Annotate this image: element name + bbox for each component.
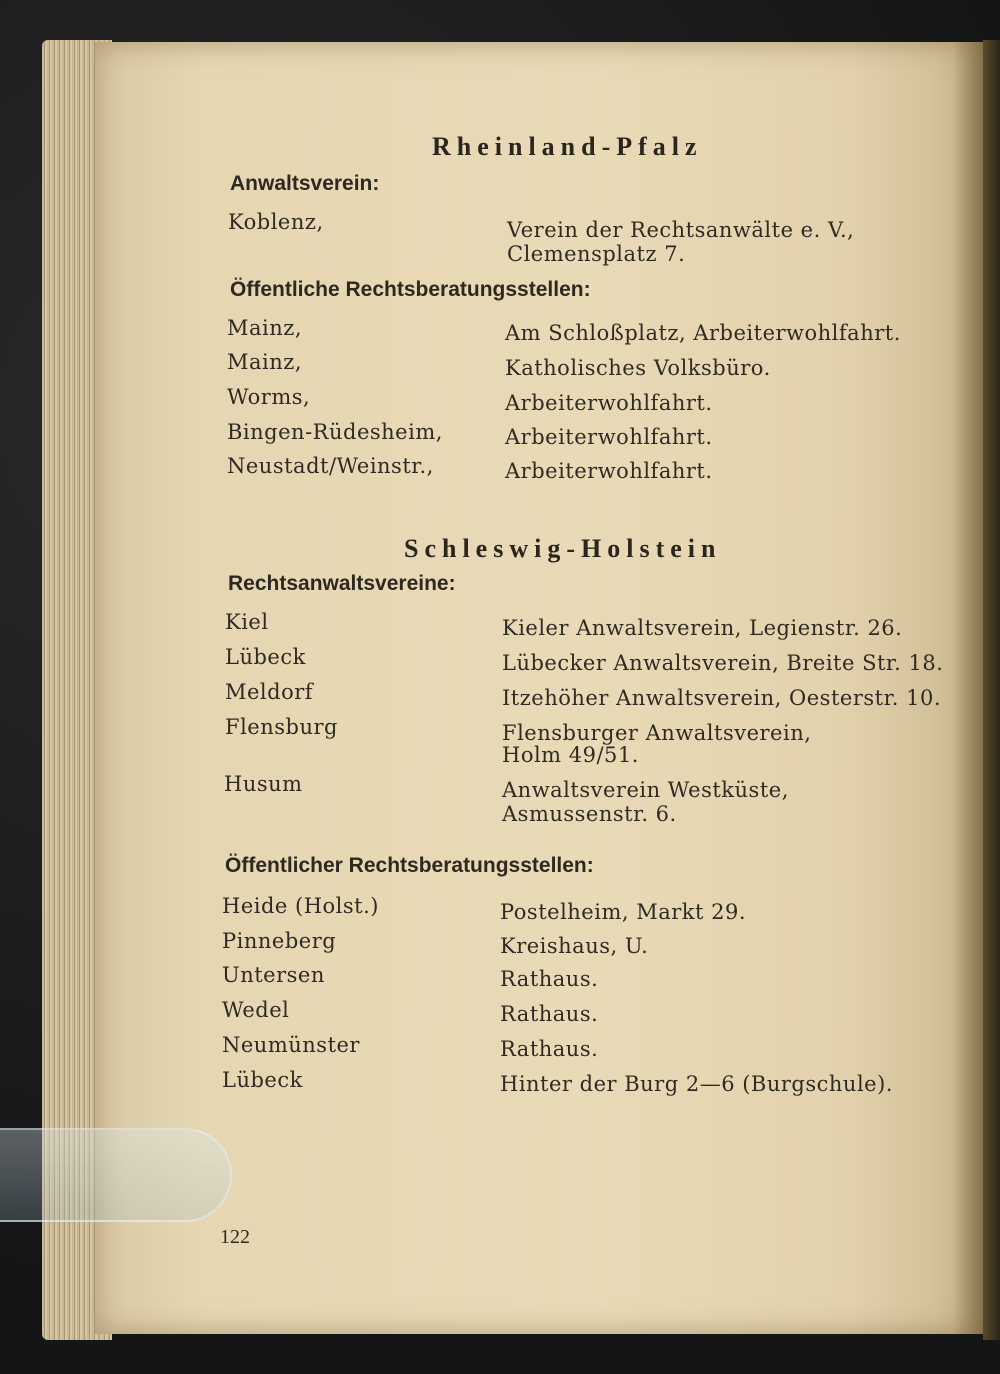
group-heading: Öffentliche Rechtsberatungsstellen: <box>230 278 591 301</box>
entry-place: Untersen <box>222 963 325 987</box>
entry-detail: Holm 49/51. <box>502 743 639 767</box>
section-title-rheinland-pfalz: Rheinland-Pfalz <box>432 132 703 161</box>
entry-detail: Arbeiterwohlfahrt. <box>505 459 713 483</box>
entry-place: Flensburg <box>225 715 338 739</box>
entry-place: Lübeck <box>225 645 306 669</box>
entry-place: Wedel <box>222 998 290 1022</box>
entry-place: Pinneberg <box>222 929 337 953</box>
entry-detail: Anwaltsverein Westküste, <box>502 778 789 802</box>
group-heading: Anwaltsverein: <box>230 172 380 195</box>
entry-detail: Verein der Rechtsanwälte e. V., <box>507 218 855 242</box>
transparent-bookmark <box>0 1128 232 1222</box>
entry-detail: Lübecker Anwaltsverein, Breite Str. 18. <box>502 651 944 675</box>
entry-place: Lübeck <box>222 1068 303 1092</box>
entry-detail: Arbeiterwohlfahrt. <box>505 391 713 415</box>
entry-place: Mainz, <box>227 316 303 340</box>
entry-detail: Rathaus. <box>500 1037 599 1061</box>
entry-detail: Kreishaus, U. <box>500 934 649 958</box>
entry-place: Heide (Holst.) <box>222 894 379 918</box>
entry-place: Kiel <box>225 610 269 634</box>
entry-place: Neustadt/Weinstr., <box>227 454 434 478</box>
entry-place: Mainz, <box>227 350 303 374</box>
entry-detail: Hinter der Burg 2—6 (Burgschule). <box>500 1072 893 1096</box>
page-number: 122 <box>220 1226 250 1248</box>
entry-place: Meldorf <box>225 680 314 704</box>
section-title-schleswig-holstein: Schleswig-Holstein <box>404 534 722 563</box>
entry-detail: Asmussenstr. 6. <box>502 802 677 826</box>
entry-detail: Kieler Anwaltsverein, Legienstr. 26. <box>502 616 903 640</box>
entry-place: Bingen-Rüdesheim, <box>227 420 443 444</box>
entry-detail: Postelheim, Markt 29. <box>500 900 747 924</box>
entry-detail: Arbeiterwohlfahrt. <box>505 425 713 449</box>
entry-place: Koblenz, <box>228 210 324 234</box>
facing-page-edge <box>983 40 1000 1340</box>
entry-detail: Flensburger Anwaltsverein, <box>502 721 812 745</box>
entry-place: Neumünster <box>222 1033 360 1057</box>
entry-detail: Am Schloßplatz, Arbeiterwohlfahrt. <box>505 321 901 345</box>
entry-place: Husum <box>224 772 303 796</box>
entry-detail: Clemensplatz 7. <box>507 242 686 266</box>
entry-detail: Rathaus. <box>500 967 599 991</box>
entry-detail: Itzehöher Anwaltsverein, Oesterstr. 10. <box>502 686 942 710</box>
group-heading: Rechtsanwaltsvereine: <box>228 572 456 595</box>
entry-detail: Katholisches Volksbüro. <box>505 356 771 380</box>
group-heading: Öffentlicher Rechtsberatungsstellen: <box>225 854 594 877</box>
spine-shadow <box>953 42 983 1334</box>
entry-detail: Rathaus. <box>500 1002 599 1026</box>
entry-place: Worms, <box>227 385 311 409</box>
